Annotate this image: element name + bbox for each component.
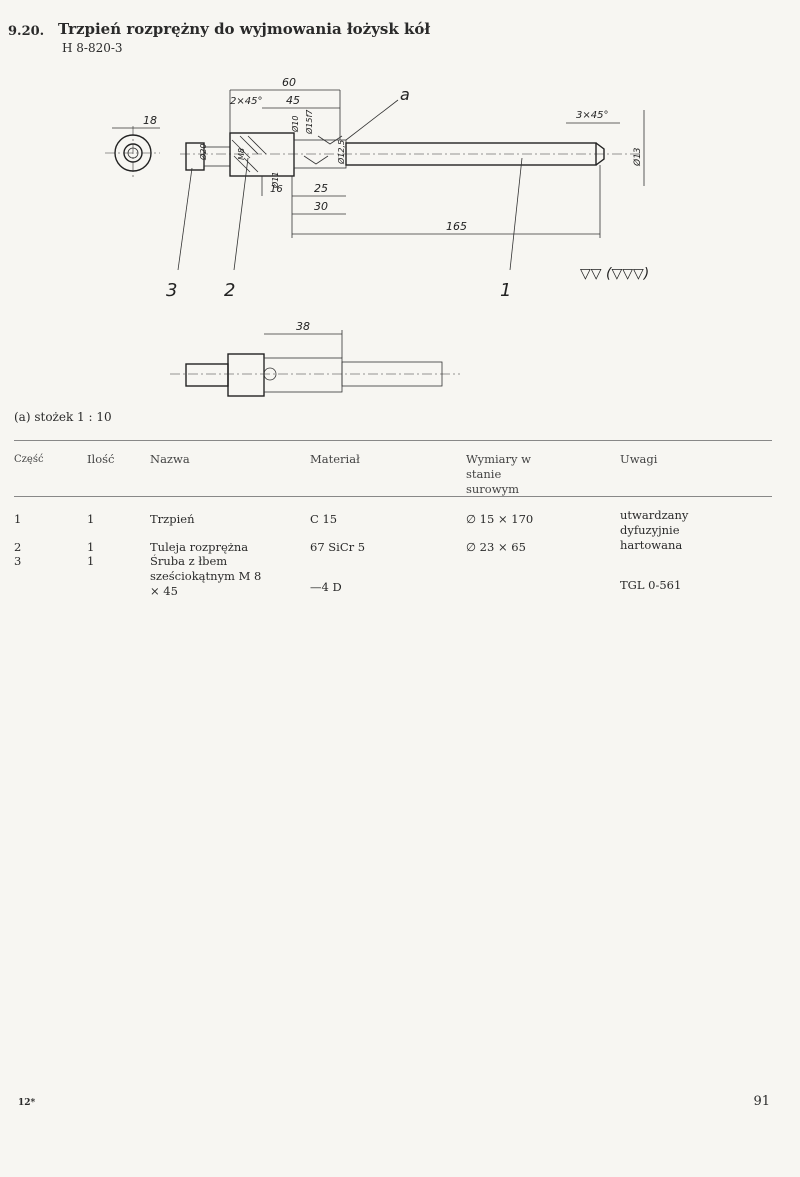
dim-18: 18 <box>143 114 157 127</box>
row1-qty: 1 <box>87 512 95 526</box>
row1-name: Trzpień <box>150 512 195 526</box>
page-number: 91 <box>753 1094 770 1109</box>
dim-30: 30 <box>314 200 328 213</box>
sheet-mark: 12* <box>18 1098 36 1108</box>
dim-dia15: Ø15f7 <box>305 109 314 134</box>
table-top-rule <box>14 440 772 441</box>
row1-part: 1 <box>14 512 22 526</box>
row3-part: 3 <box>14 554 22 568</box>
dim-chamfer-right: 3×45° <box>576 110 609 121</box>
page-title: Trzpień rozprężny do wyjmowania łożysk kół <box>58 20 431 38</box>
surface-finish-symbol: ▽▽ (▽▽▽) <box>580 266 650 282</box>
col-header-name: Nazwa <box>150 452 190 466</box>
dim-25: 25 <box>314 182 328 195</box>
leader-a <box>346 100 398 140</box>
leader-3 <box>178 168 192 270</box>
dim-dia11: Ø11 <box>271 171 280 188</box>
callout-1: 1 <box>500 280 512 301</box>
row2-material: 67 SiCr 5 <box>310 540 366 554</box>
row1-material: C 15 <box>310 512 338 526</box>
dim-m8: M8 <box>237 148 246 160</box>
dim-45: 45 <box>286 94 300 107</box>
drawing-code: H 8-820-3 <box>62 41 123 55</box>
section-number: 9.20. <box>8 24 45 39</box>
row2-qty: 1 <box>87 540 95 554</box>
taper-note: (a) stożek 1 : 10 <box>14 410 112 424</box>
dim-dia13: Ø13 <box>633 147 643 166</box>
leader-1 <box>510 158 522 270</box>
dim-chamfer-left: 2×45° <box>230 96 263 107</box>
row1-dims: ∅ 15 ⨯ 170 <box>466 512 534 526</box>
technical-drawing <box>0 0 800 420</box>
col-header-dims: Wymiary w stanie surowym <box>466 452 531 496</box>
callout-a: a <box>400 85 410 104</box>
row2-dims: ∅ 23 ⨯ 65 <box>466 540 526 554</box>
dim-165: 165 <box>446 220 467 233</box>
table-header-rule <box>14 496 772 497</box>
dim-60: 60 <box>282 76 296 89</box>
row3-qty: 1 <box>87 554 95 568</box>
callout-2: 2 <box>224 280 236 301</box>
col-header-material: Materiał <box>310 452 360 466</box>
callout-3: 3 <box>166 280 178 301</box>
col-header-part: Część <box>14 454 44 465</box>
row1-remarks: utwardzany dyfuzyjnie <box>620 508 689 537</box>
dim-38: 38 <box>296 320 310 333</box>
leader-2 <box>234 158 248 270</box>
row2-name: Tuleja rozprężna <box>150 540 249 554</box>
view2-sleeve <box>228 354 264 396</box>
col-header-qty: Ilość <box>87 452 115 466</box>
row2-part: 2 <box>14 540 22 554</box>
dim-dia20: Ø20 <box>199 143 208 160</box>
col-header-remarks: Uwagi <box>620 452 658 466</box>
view2-bolt <box>186 364 228 386</box>
dim-dia12: Ø12,5 <box>337 139 346 164</box>
row3-name: Śruba z łbem sześciokątnym M 8 ⨯ 45 <box>150 554 262 598</box>
dim-16: 16 <box>270 184 283 195</box>
dim-dia10: Ø10 <box>291 115 300 132</box>
row3-material: —4 D <box>310 580 342 594</box>
row3-remarks: TGL 0-561 <box>620 578 682 592</box>
row2-remarks: hartowana <box>620 538 683 552</box>
